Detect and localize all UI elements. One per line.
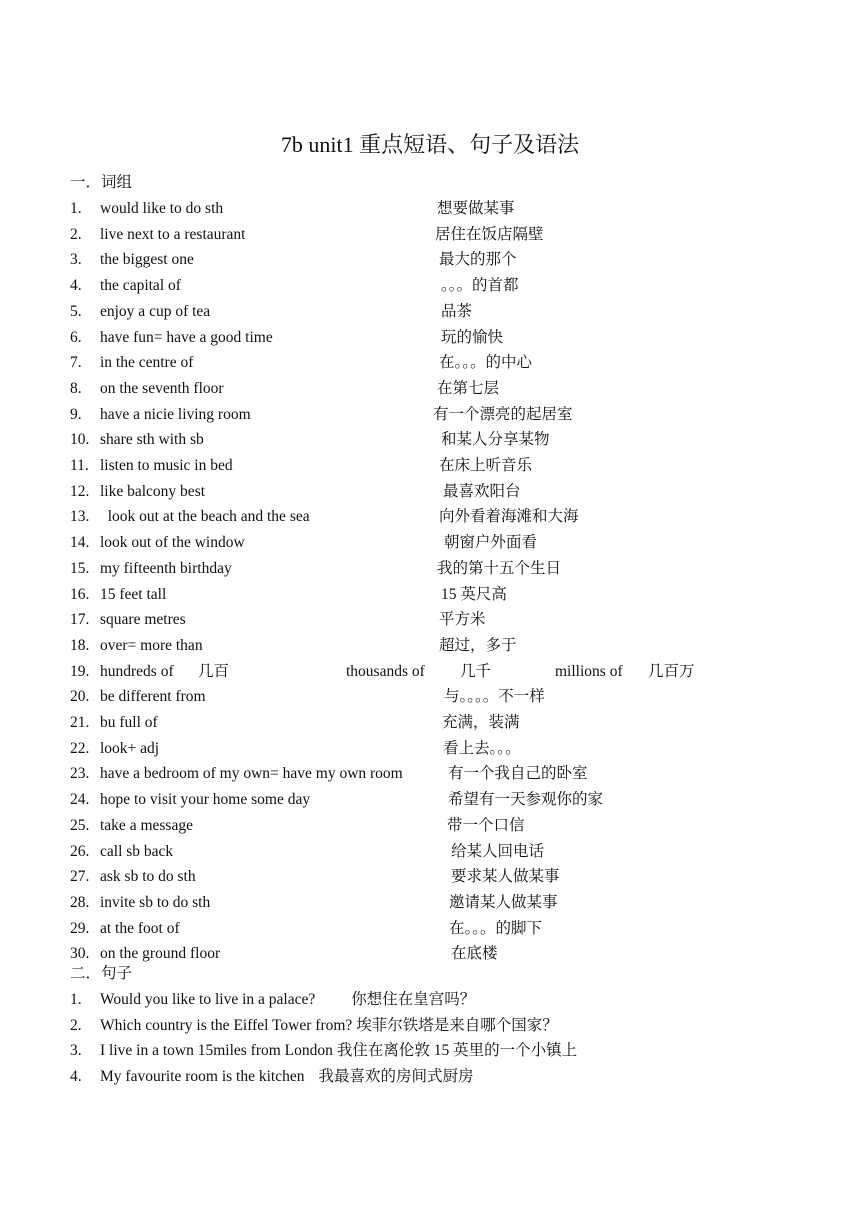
item-number: 3. xyxy=(70,1042,82,1060)
phrase-row xyxy=(0,790,860,814)
phrase-chinese: 品茶 xyxy=(441,302,473,320)
item-number: 11. xyxy=(70,457,89,474)
item-number: 30. xyxy=(70,945,90,963)
phrase-chinese: 平方米 xyxy=(439,611,486,629)
phrase-chinese: 朝窗户外面看 xyxy=(444,534,538,552)
phrase-chinese: 给某人回电话 xyxy=(451,842,545,860)
item-number: 18. xyxy=(70,636,90,654)
phrase-english: my fifteenth birthday xyxy=(100,559,232,577)
phrase-row xyxy=(0,713,860,737)
phrase-row xyxy=(0,405,860,429)
phrase-english: look+ adj xyxy=(100,739,160,757)
sentence-english: My favourite room is the kitchen xyxy=(100,1068,305,1086)
phrase-row xyxy=(0,816,860,840)
item-number: 22. xyxy=(70,739,90,757)
phrase-english: on the seventh floor xyxy=(100,379,224,397)
item-number: 1. xyxy=(70,991,82,1008)
phrase-row xyxy=(0,919,860,943)
phrase-chinese: 要求某人做某事 xyxy=(451,868,560,886)
phrase-row xyxy=(0,328,860,352)
item-number: 24. xyxy=(70,791,90,809)
item-number: 7. xyxy=(70,354,82,372)
phrase-english: 15 feet tall xyxy=(100,585,167,603)
phrase-chinese: 几百万 xyxy=(648,662,695,680)
phrase-row xyxy=(0,456,860,480)
phrase-english: look out of the window xyxy=(100,534,245,552)
phrase-english: call sb back xyxy=(100,842,174,860)
phrase-english: look out at the beach and the sea xyxy=(100,508,310,526)
phrase-chinese: 想要做某事 xyxy=(437,200,515,217)
phrase-english: hundreds of xyxy=(100,662,174,680)
phrase-row xyxy=(0,250,860,274)
phrase-row xyxy=(0,662,860,686)
phrase-english: listen to music in bed xyxy=(100,457,233,474)
sentence-text xyxy=(100,1067,473,1087)
item-number: 26. xyxy=(70,842,90,860)
phrase-english: millions of xyxy=(555,662,623,680)
sentence-row xyxy=(0,990,860,1014)
phrase-row xyxy=(0,610,860,634)
item-number: 2. xyxy=(70,225,82,243)
item-number: 8. xyxy=(70,379,82,397)
sentence-row xyxy=(0,1041,860,1065)
phrase-english: have a bedroom of my own= have my own room xyxy=(100,765,403,783)
sentence-chinese: 我最喜欢的房间式厨房 xyxy=(318,1068,474,1086)
phrase-english: thousands of xyxy=(346,662,425,680)
phrase-chinese: 。。。的首都 xyxy=(441,277,519,295)
item-number: 14. xyxy=(70,534,90,552)
phrase-english: ask sb to do sth xyxy=(100,868,196,886)
phrase-row xyxy=(0,559,860,583)
phrase-row xyxy=(0,225,860,249)
phrase-chinese: 充满，装满 xyxy=(442,714,520,731)
item-number: 25. xyxy=(70,816,90,834)
phrase-chinese: 与。。。。不一样 xyxy=(444,688,545,706)
phrase-chinese: 和某人分享某物 xyxy=(441,431,550,449)
item-number: 29. xyxy=(70,919,90,937)
item-number: 19. xyxy=(70,662,90,680)
item-number: 1. xyxy=(70,200,82,217)
phrase-english: share sth with sb xyxy=(100,431,204,449)
phrase-row xyxy=(0,430,860,454)
phrase-row xyxy=(0,199,860,223)
phrase-row xyxy=(0,276,860,300)
item-number: 23. xyxy=(70,765,90,783)
item-number: 6. xyxy=(70,328,82,346)
phrase-chinese: 超过，多于 xyxy=(439,636,517,654)
phrase-chinese: 在第七层 xyxy=(437,379,500,397)
item-number: 16. xyxy=(70,585,90,603)
sentence-text xyxy=(100,1016,558,1036)
phrase-english: enjoy a cup of tea xyxy=(100,302,211,320)
phrase-row xyxy=(0,893,860,917)
item-number: 17. xyxy=(70,611,90,629)
phrase-chinese: 居住在饭店隔壁 xyxy=(435,225,544,243)
phrase-english: be different from xyxy=(100,688,206,706)
phrase-row xyxy=(0,739,860,763)
item-number: 13. xyxy=(70,508,90,526)
phrase-chinese: 玩的愉快 xyxy=(441,328,504,346)
phrase-row xyxy=(0,764,860,788)
phrase-chinese: 希望有一天参观你的家 xyxy=(448,791,604,809)
phrase-english: the capital of xyxy=(100,277,181,295)
item-number: 21. xyxy=(70,714,90,731)
phrase-english: square metres xyxy=(100,611,186,629)
phrase-english: over= more than xyxy=(100,636,203,654)
item-number: 10. xyxy=(70,431,90,449)
phrase-chinese: 最喜欢阳台 xyxy=(443,482,521,500)
sentence-row xyxy=(0,1016,860,1040)
phrase-row xyxy=(0,507,860,531)
phrase-chinese: 看上去。。。 xyxy=(443,739,521,757)
phrase-english: in the centre of xyxy=(100,354,194,372)
phrase-chinese: 向外看着海滩和大海 xyxy=(439,508,579,526)
sentence-chinese: 你想住在皇宫吗？ xyxy=(351,991,476,1008)
phrase-english: the biggest one xyxy=(100,251,194,269)
phrase-english: bu full of xyxy=(100,714,158,731)
item-number: 4. xyxy=(70,277,82,295)
sentence-english: Which country is the Eiffel Tower from? xyxy=(100,1016,353,1034)
phrase-row xyxy=(0,482,860,506)
phrase-row xyxy=(0,379,860,403)
phrase-row xyxy=(0,636,860,660)
phrase-chinese: 在床上听音乐 xyxy=(439,457,533,474)
phrase-english: live next to a restaurant xyxy=(100,225,246,243)
sentence-text xyxy=(100,990,475,1010)
item-number: 5. xyxy=(70,302,82,320)
phrase-english: at the foot of xyxy=(100,919,180,937)
phrase-english: like balcony best xyxy=(100,482,206,500)
phrase-row xyxy=(0,842,860,866)
phrase-row xyxy=(0,585,860,609)
item-number: 4. xyxy=(70,1068,82,1086)
phrase-chinese: 带一个口信 xyxy=(447,816,525,834)
phrase-chinese: 几百 xyxy=(198,662,230,680)
item-number: 3. xyxy=(70,251,82,269)
phrase-chinese: 在底楼 xyxy=(451,945,498,963)
item-number: 2. xyxy=(70,1016,82,1034)
item-number: 12. xyxy=(70,482,90,500)
item-number: 28. xyxy=(70,893,90,911)
sentence-row xyxy=(0,1067,860,1091)
phrase-chinese: 有一个我自己的卧室 xyxy=(448,765,588,783)
phrase-english: on the ground floor xyxy=(100,945,221,963)
phrase-english: have a nicie living room xyxy=(100,405,251,423)
sentence-english: I live in a town 15miles from London xyxy=(100,1042,333,1060)
phrase-row xyxy=(0,353,860,377)
phrase-chinese: 有一个漂亮的起居室 xyxy=(433,405,573,423)
phrase-chinese: 在。。。的中心 xyxy=(439,354,533,372)
phrase-chinese: 15 英尺高 xyxy=(441,585,507,603)
sentence-chinese: 埃菲尔铁塔是来自哪个国家？ xyxy=(356,1016,558,1034)
sentence-chinese: 我住在离伦敦 15 英里的一个小镇上 xyxy=(336,1042,578,1060)
phrase-english: take a message xyxy=(100,816,193,834)
item-number: 9. xyxy=(70,405,82,423)
phrase-english: would like to do sth xyxy=(100,200,224,217)
phrase-row xyxy=(0,302,860,326)
sentence-text xyxy=(100,1041,577,1061)
sentence-english: Would you like to live in a palace? xyxy=(100,991,316,1008)
phrase-row xyxy=(0,687,860,711)
phrase-english: hope to visit your home some day xyxy=(100,791,311,809)
phrase-row xyxy=(0,533,860,557)
section-heading-sentences: 二．句子 xyxy=(70,965,133,982)
item-number: 27. xyxy=(70,868,90,886)
phrase-row xyxy=(0,867,860,891)
phrase-chinese: 在。。。的脚下 xyxy=(449,919,543,937)
phrase-english: have fun= have a good time xyxy=(100,328,273,346)
document-title: 7b unit1 重点短语、句子及语法 xyxy=(280,132,580,157)
item-number: 15. xyxy=(70,559,90,577)
phrase-chinese: 几千 xyxy=(460,662,492,680)
section-heading-phrases: 一．词组 xyxy=(70,174,133,191)
phrase-chinese: 邀请某人做某事 xyxy=(449,893,558,911)
phrase-english: invite sb to do sth xyxy=(100,893,211,911)
phrase-chinese: 最大的那个 xyxy=(439,251,517,269)
phrase-chinese: 我的第十五个生日 xyxy=(437,559,562,577)
item-number: 20. xyxy=(70,688,90,706)
